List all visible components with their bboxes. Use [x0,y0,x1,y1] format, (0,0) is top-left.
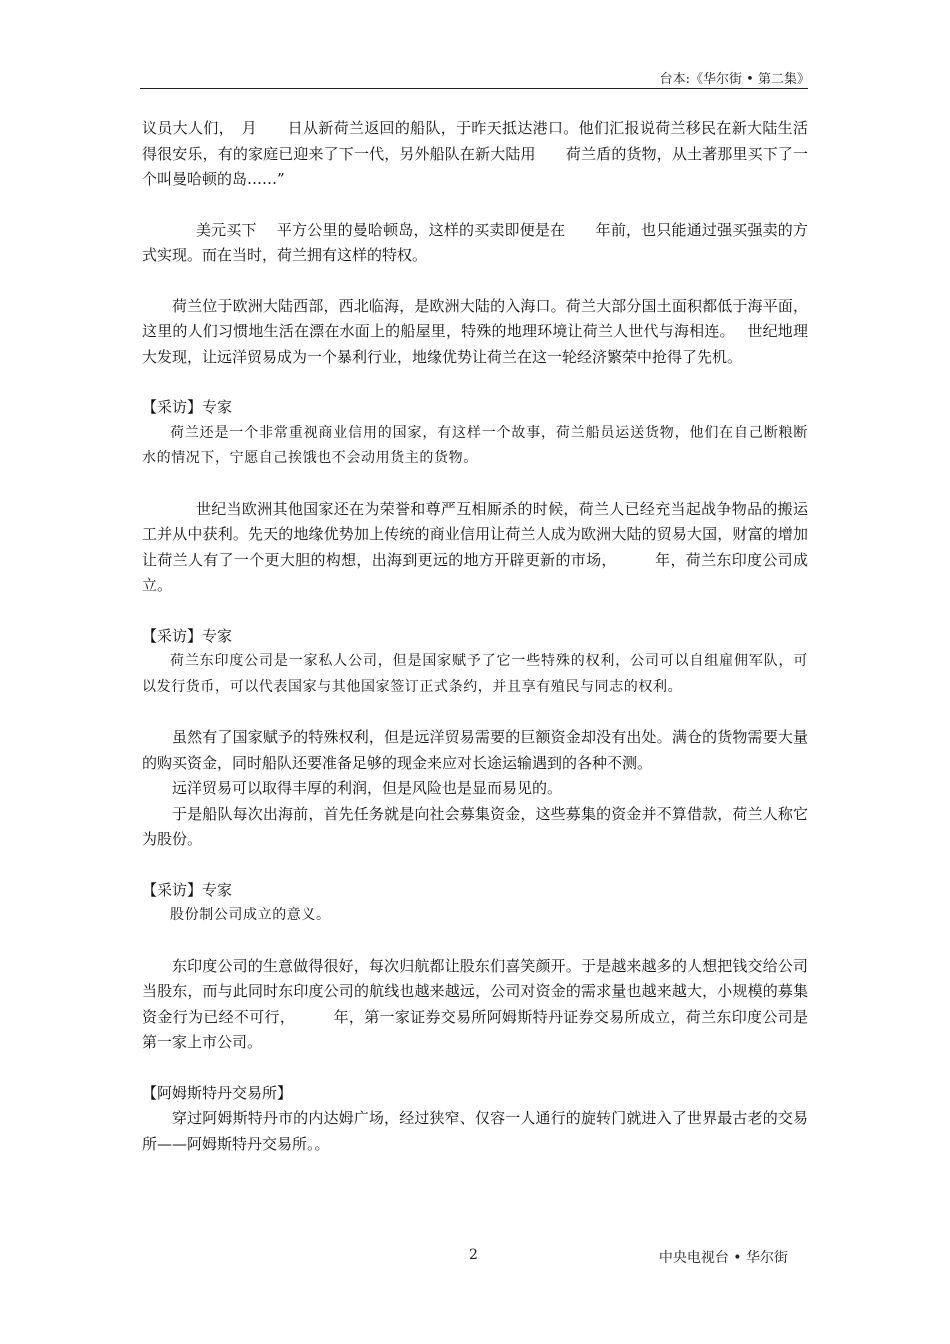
paragraph-letter-quote: 议员大人们， 月 日从新荷兰返回的船队，于昨天抵达港口。他们汇报说荷兰移民在新大陆生活得很安乐，有的家庭已迎来了下一代，另外船队在新大陆用 荷兰盾的货物，从土著那里买下了一个叫曼哈顿的岛……” [142,119,808,188]
paragraph-risk: 远洋贸易可以取得丰厚的利润，但是风险也是显而易见的。 [172,779,563,797]
document-body [142,116,808,1157]
footer-brand: 中央电视台 • 华尔街 [658,1250,788,1266]
interview-label-2: 【采访】专家 [142,626,233,645]
interview-text-2: 荷兰东印度公司是一家私人公司，但是国家赋予了它一些特殊的权利，公司可以自组雇佣军队，可以发行货币，可以代表国家与其他国家签订正式条约，并且享有殖民与同志的权利。 [142,653,808,695]
paragraph-manhattan: 美元买下 平方公里的曼哈顿岛，这样的买卖即便是在 年前，也只能通过强买强卖的方式实现。而在当时，荷兰拥有这样的特权。 [142,220,808,264]
interview-label-3: 【采访】专家 [142,880,233,899]
paragraph-trade-power: 世纪当欧洲其他国家还在为荣誉和尊严互相厮杀的时候，荷兰人已经充当起战争物品的搬运工并从中获利。先天的地缘优势加上传统的商业信用让荷兰人成为欧洲大陆的贸易大国，财富的增加让荷兰人有了一个更大胆的构想，出海到更远的地方开辟更新的市场， 年，荷兰东印度公司成立。 [142,499,808,594]
paragraph-capital-need: 虽然有了国家赋予的特殊权利，但是远洋贸易需要的巨额资金却没有出处。满仓的货物需要大量的购买资金，同时船队还要准备足够的现金来应对长途运输遇到的各种不测。 [142,728,808,772]
paragraph-stock-exchange: 东印度公司的生意做得很好，每次归航都让股东们喜笑颜开。于是越来越多的人想把钱交给公司当股东，而与此同时东印度公司的航线也越来越远，公司对资金的需求量也越来越大，小规模的募集资金行为已经不可行， 年，第一家证券交易所阿姆斯特丹证券交易所成立，荷兰东印度公司是第一家上市公司。 [142,956,808,1051]
paragraph-shares: 于是船队每次出海前，首先任务就是向社会募集资金，这些募集的资金并不算借款，荷兰人称它为股份。 [142,804,808,848]
interview-label-1: 【采访】专家 [142,398,233,416]
interview-text-1: 荷兰还是一个非常重视商业信用的国家，有这样一个故事，荷兰船员运送货物，他们在自己断粮断水的情况下，宁愿自己挨饿也不会动用货主的货物。 [142,424,808,466]
paragraph-exchange-visit: 穿过阿姆斯特丹市的内达姆广场，经过狭窄、仅容一人通行的旋转门就进入了世界最古老的交易所——阿姆斯特丹交易所。。 [142,1109,808,1153]
header-title: 台本:《华尔街 • 第二集》 [659,72,810,87]
paragraph-netherlands-geography: 荷兰位于欧洲大陆西部，西北临海，是欧洲大陆的入海口。荷兰大部分国土面积都低于海平面，这里的人们习惯地生活在漂在水面上的船屋里，特殊的地理环境让荷兰人世代与海相连。 世纪地理大发现，让远洋贸易成为一个暴利行业，地缘优势让荷兰在这一轮经济繁荣中抢得了先机。 [142,296,808,366]
interview-text-3: 股份制公司成立的意义。 [170,907,331,923]
section-label-exchange: 【阿姆斯特丹交易所】 [142,1083,293,1102]
page-number: 2 [469,1247,478,1263]
header-rule [140,88,808,89]
